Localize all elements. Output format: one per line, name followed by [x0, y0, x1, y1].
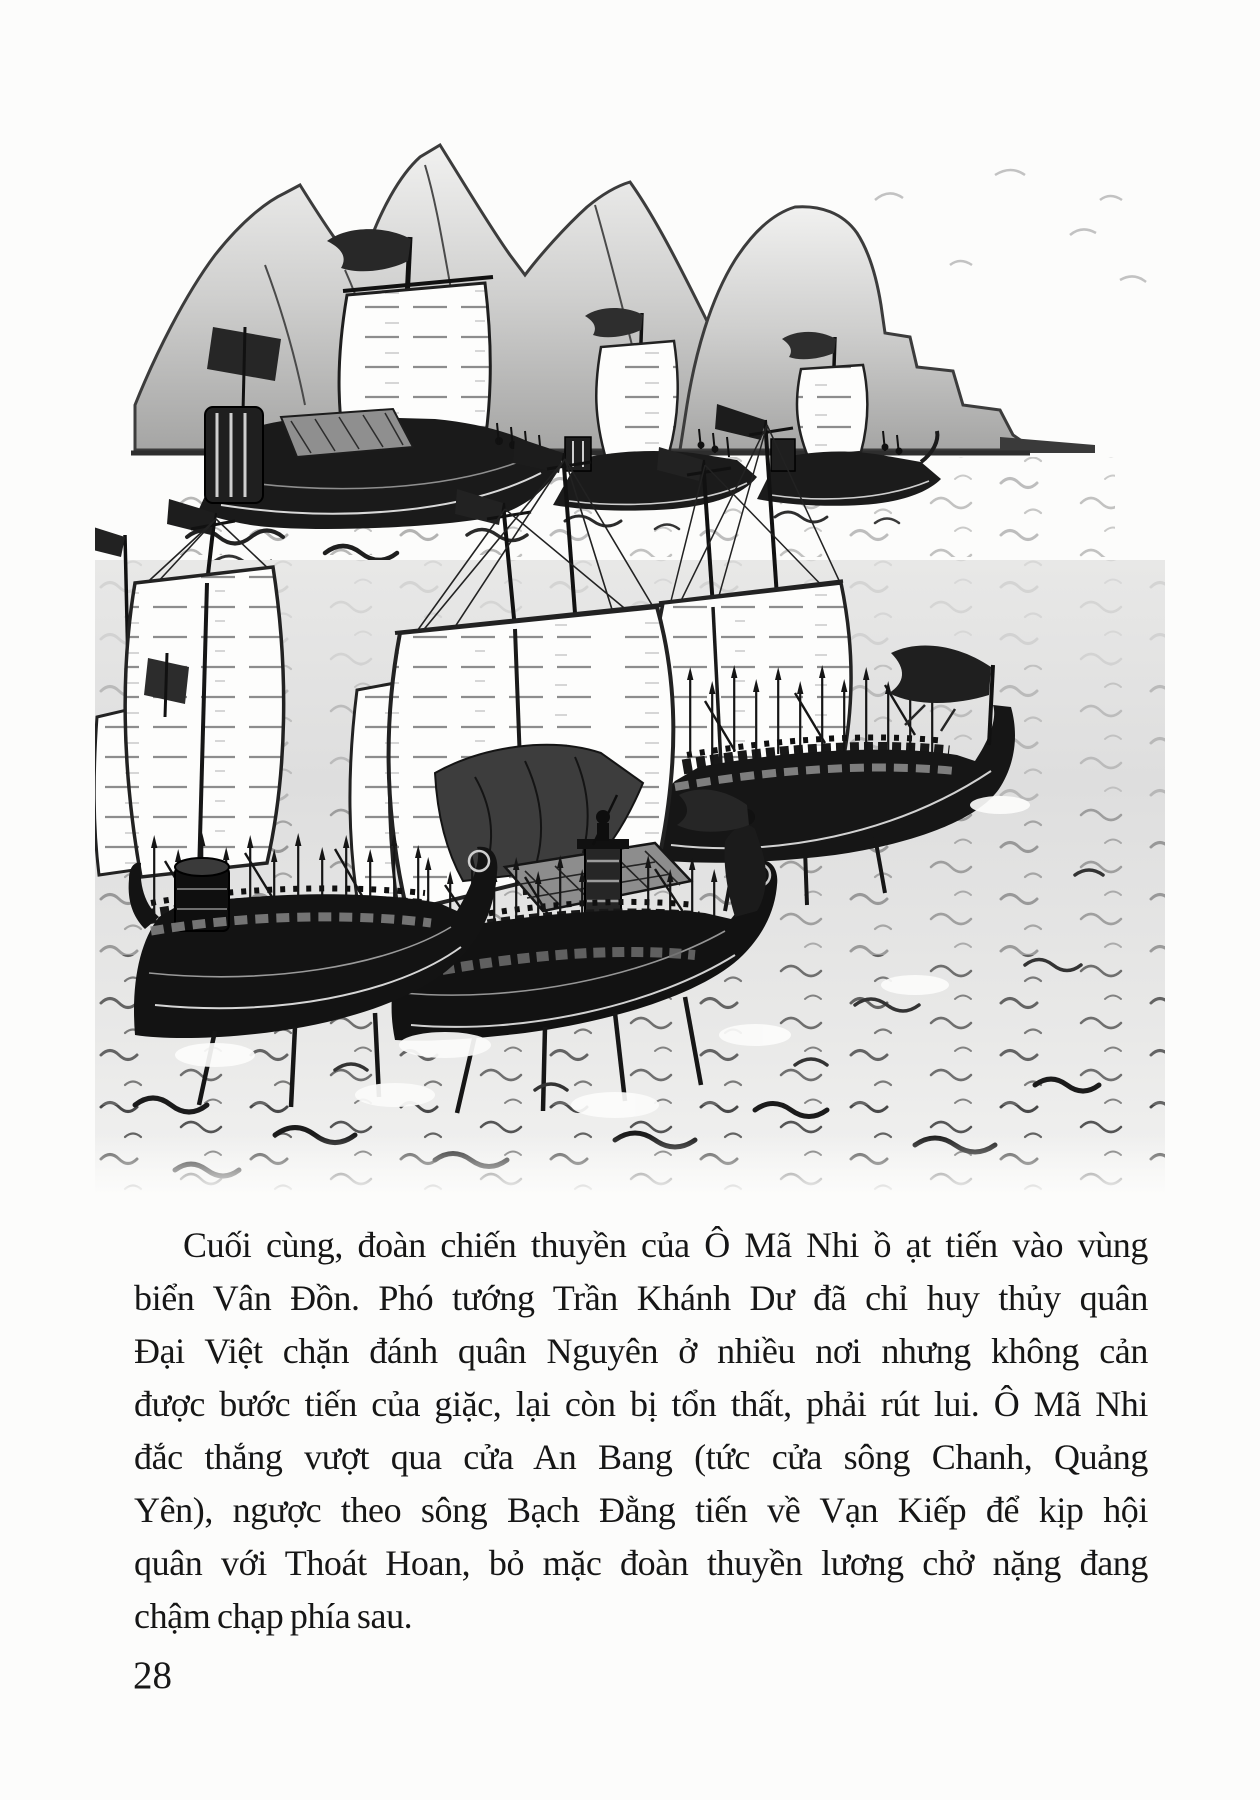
- paragraph-line: chậm chạp phía sau.: [134, 1596, 413, 1636]
- illustration-naval-fleet: [95, 105, 1165, 1195]
- paragraph-line: Cuối cùng, đoàn chiến thuyền của Ô Mã Nhi ồ ạt tiến vào vùng: [183, 1225, 1148, 1265]
- paragraph-line: Yên), ngược theo sông Bạch Đằng tiến về Vạn Kiếp để kịp hội: [134, 1490, 1148, 1530]
- paragraph-line: biển Vân Đồn. Phó tướng Trần Khánh Dư đã chỉ huy thủy quân: [134, 1278, 1148, 1318]
- sail: [596, 341, 677, 459]
- sky-scribbles: [835, 170, 1146, 282]
- paragraph-line: quân với Thoát Hoan, bỏ mặc đoàn thuyền lương chở nặng đang: [134, 1543, 1148, 1583]
- paragraph-line: đắc thắng vượt qua cửa An Bang (tức cửa sông Chanh, Quảng: [134, 1437, 1148, 1477]
- page-number: 28: [133, 1654, 172, 1697]
- flag: [95, 525, 125, 557]
- paragraph-line: được bước tiến của giặc, lại còn bị tổn thất, phải rút lui. Ô Mã Nhi: [134, 1384, 1148, 1424]
- sail: [797, 365, 867, 457]
- flag: [782, 332, 836, 359]
- paragraph-line: Đại Việt chặn đánh quân Nguyên ở nhiều nơi nhưng không cản: [134, 1331, 1148, 1371]
- body-paragraph: [134, 1219, 1148, 1643]
